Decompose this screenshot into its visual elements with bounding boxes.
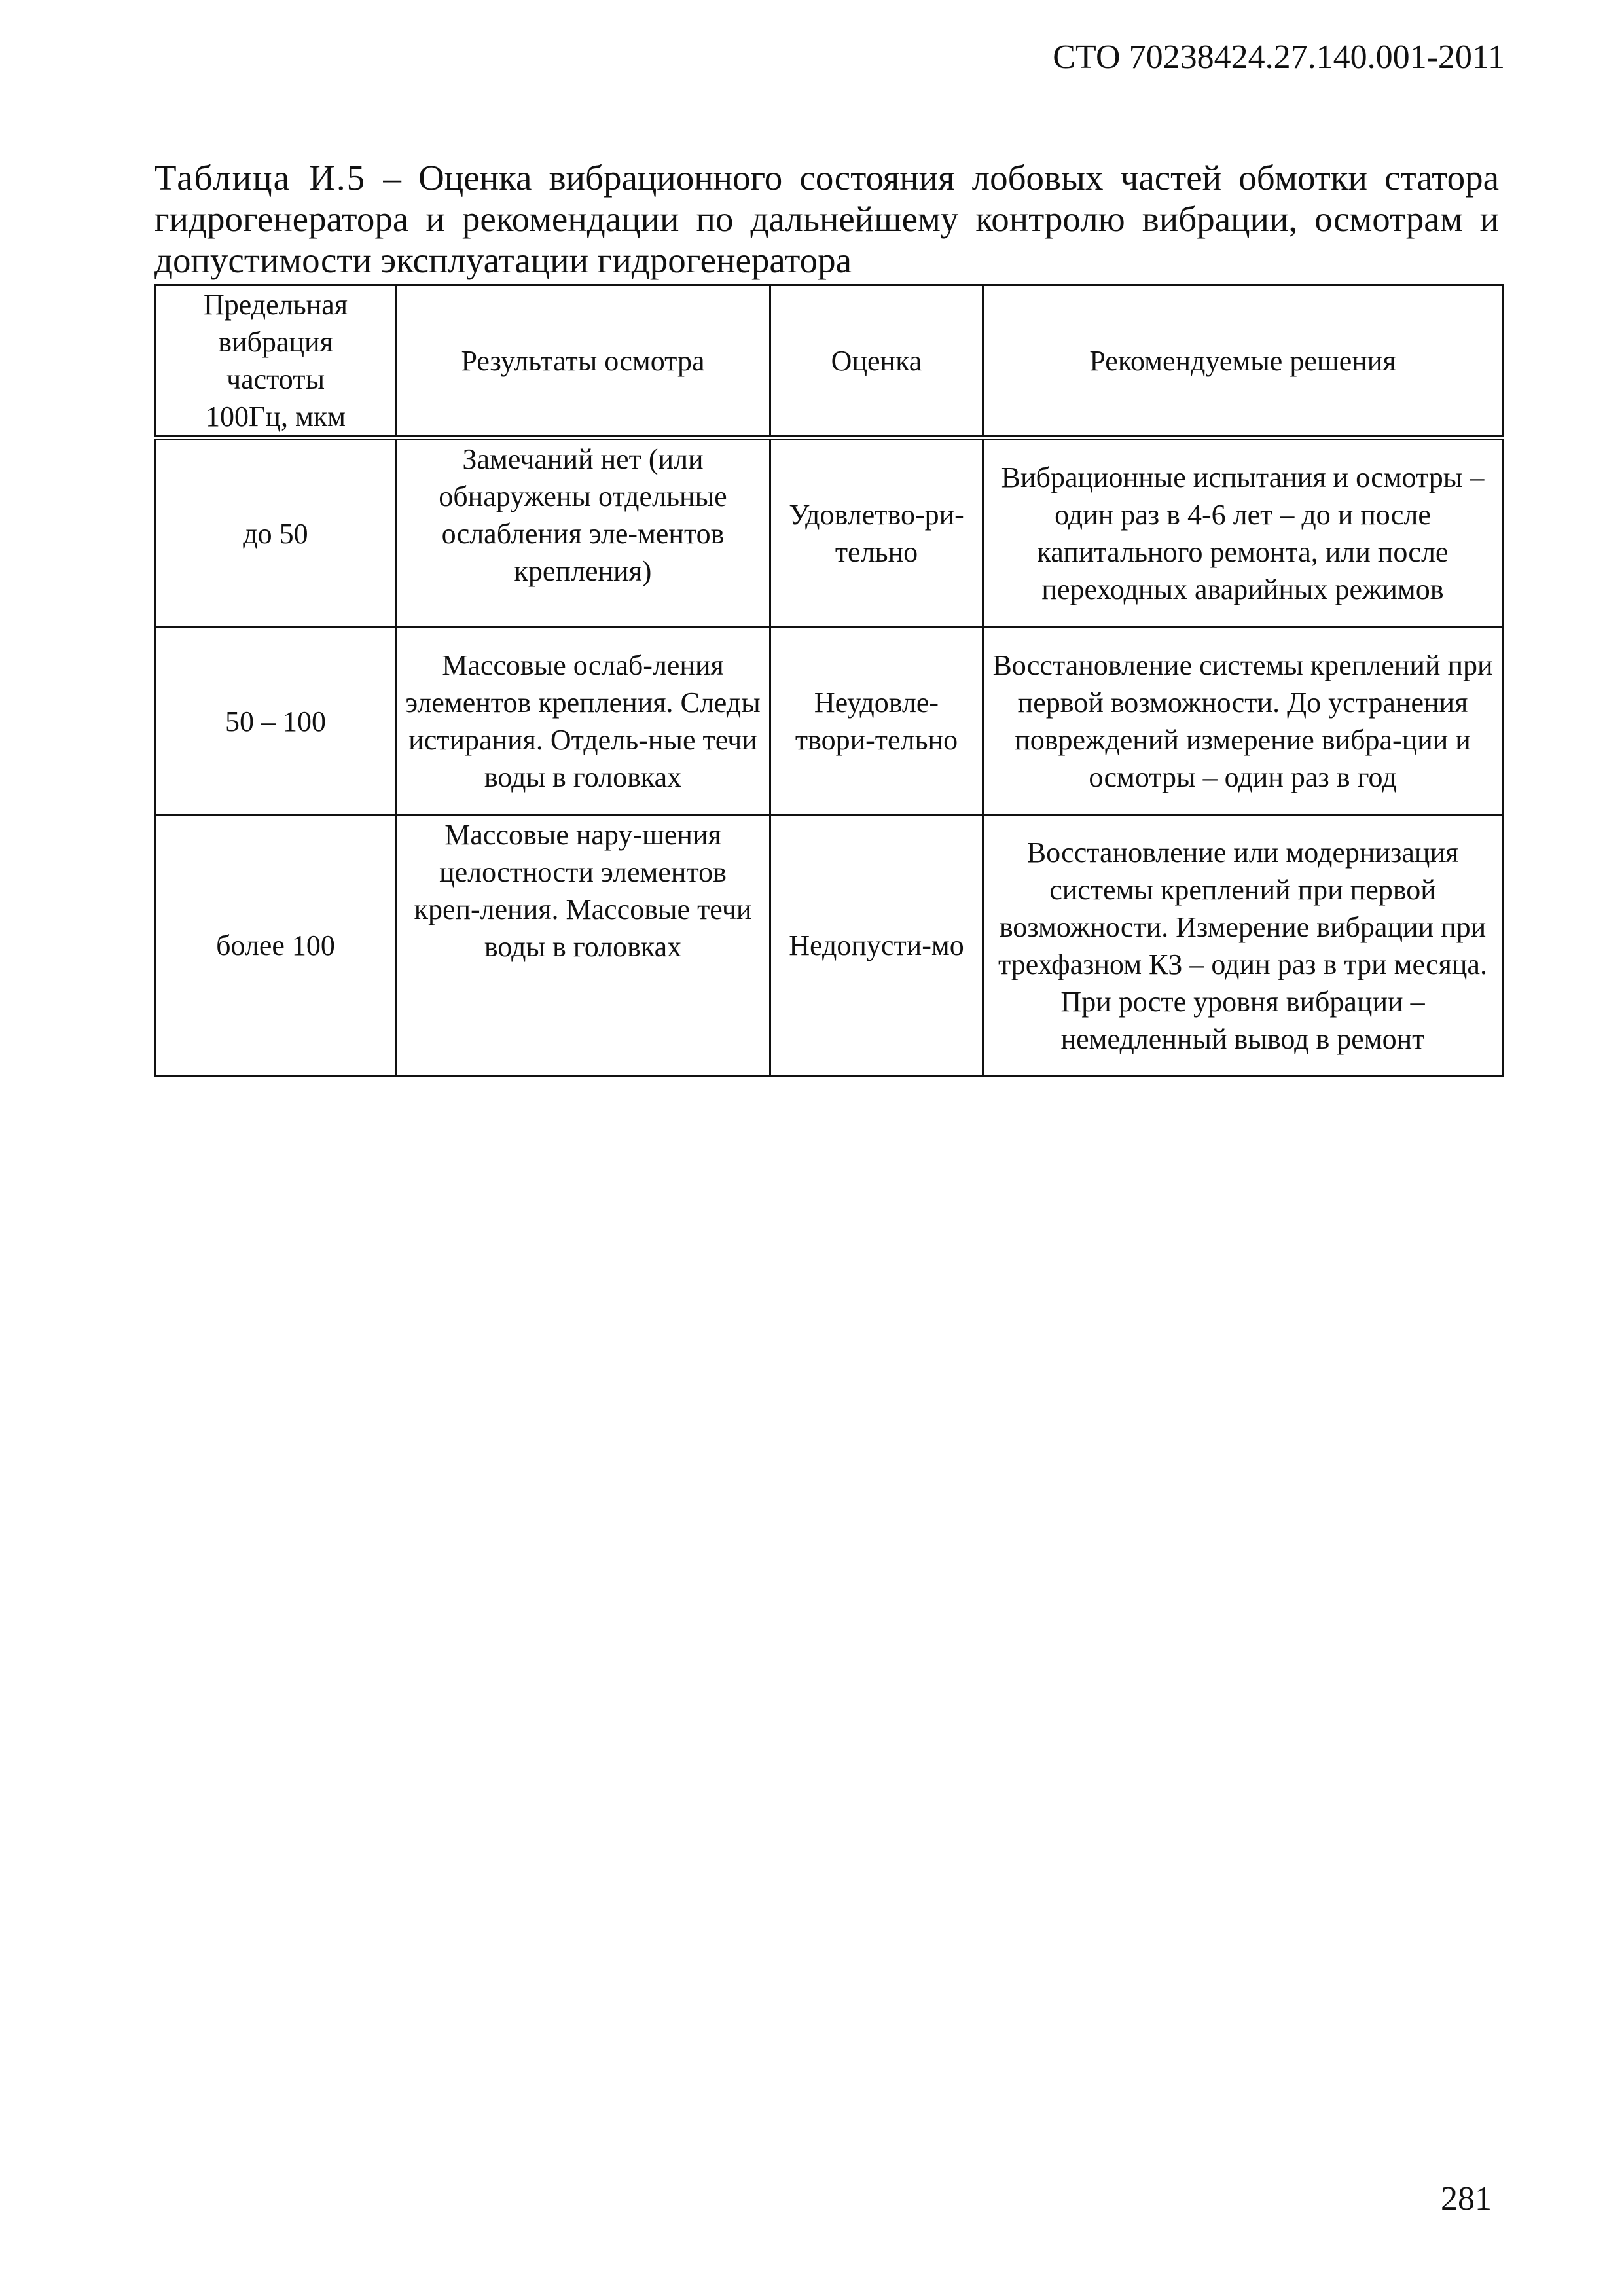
cell-inspection-results: Замечаний нет (или обнаружены отдельные ослабления эле-ментов крепления) [396, 438, 770, 628]
cell-recommended-actions: Восстановление системы креплений при первой возможности. До устранения повреждений измерение вибра-ции и осмотры – один раз в год [983, 628, 1503, 816]
cell-assessment: Удовлетво-ри-тельно [770, 438, 983, 628]
table-row [156, 628, 1503, 816]
table-caption-text: – Оценка вибрационного состояния лобовых частей обмотки статора гидрогенератора и рекомендации по дальнейшему контролю вибрации, осмотрам и допустимости эксплуатации гидрогенератора [154, 158, 1499, 280]
page-number: 281 [1441, 2180, 1492, 2217]
cell-vibration-limit: более 100 [156, 816, 396, 1076]
header-vibration-limit: Предельная вибрация частоты 100Гц, мкм [156, 285, 396, 439]
table-caption [154, 157, 1499, 281]
table-row [156, 438, 1503, 628]
cell-assessment: Неудовле-твори-тельно [770, 628, 983, 816]
header-recommended-actions: Рекомендуемые решения [983, 285, 1503, 439]
cell-vibration-limit: до 50 [156, 438, 396, 628]
cell-inspection-results: Массовые ослаб-ления элементов крепления. Следы истирания. Отдель-ные течи воды в головках [396, 628, 770, 816]
table-row [156, 816, 1503, 1076]
cell-recommended-actions: Восстановление или модернизация системы креплений при первой возможности. Измерение вибрации при трехфазном КЗ – один раз в три месяца. При росте уровня вибрации – немедленный вывод в ремонт [983, 816, 1503, 1076]
vibration-assessment-table [154, 284, 1504, 1077]
cell-recommended-actions: Вибрационные испытания и осмотры – один раз в 4-6 лет – до и после капитального ремонта, или после переходных аварийных режимов [983, 438, 1503, 628]
table-header-row [156, 285, 1503, 439]
cell-inspection-results: Массовые нару-шения целостности элементов креп-ления. Массовые течи воды в головках [396, 816, 770, 1076]
cell-assessment: Недопусти-мо [770, 816, 983, 1076]
document-code: СТО 70238424.27.140.001-2011 [1053, 39, 1505, 76]
cell-vibration-limit: 50 – 100 [156, 628, 396, 816]
header-inspection-results: Результаты осмотра [396, 285, 770, 439]
table-caption-label: Таблица И.5 [154, 158, 367, 198]
header-assessment: Оценка [770, 285, 983, 439]
